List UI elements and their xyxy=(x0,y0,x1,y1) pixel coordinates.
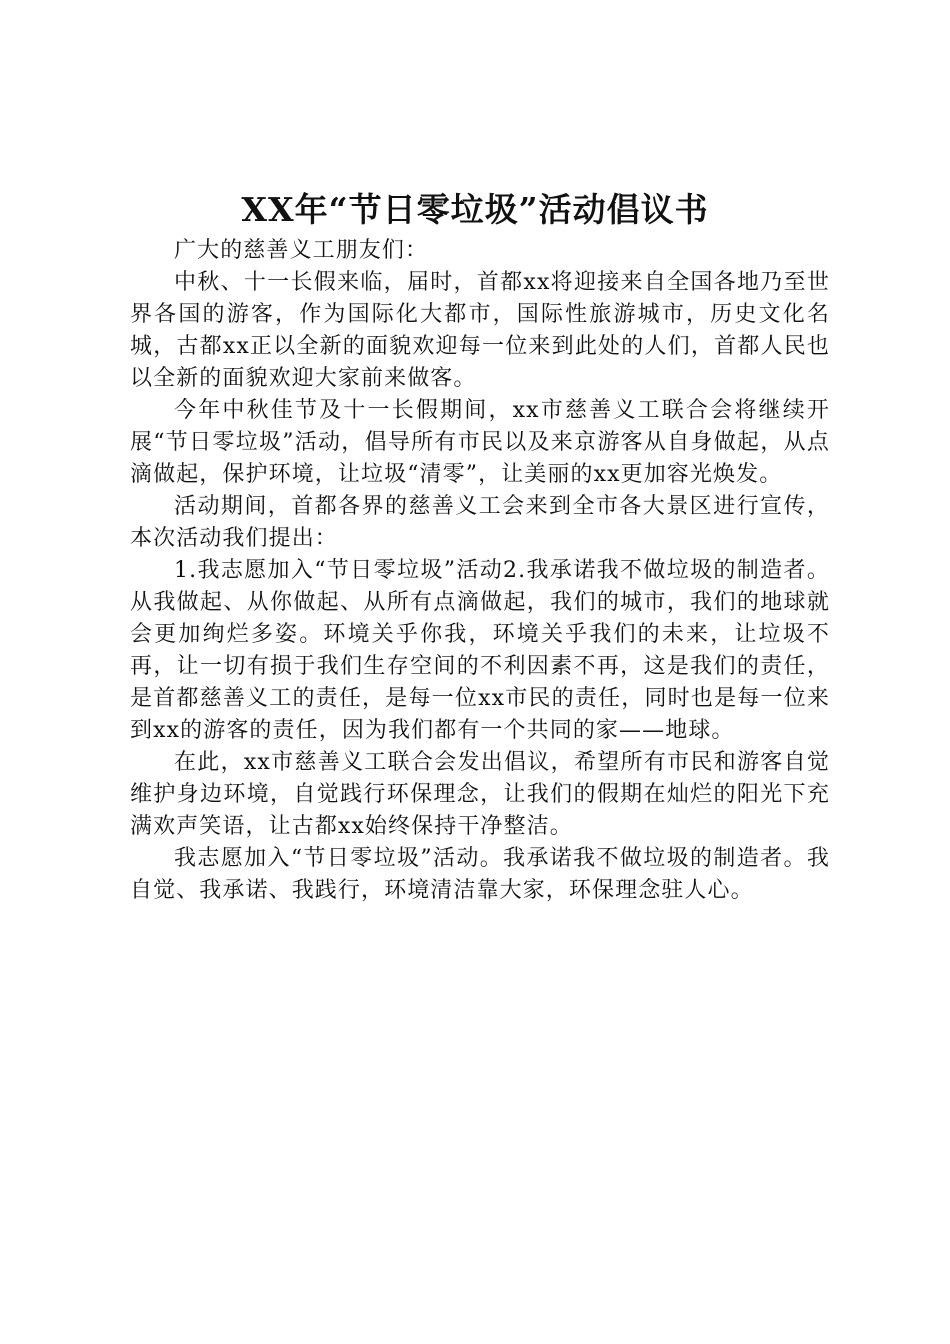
document-body xyxy=(130,235,830,907)
paragraph-publicity: 活动期间，首都各界的慈善义工会来到全市各大景区进行宣传，本次活动我们提出： xyxy=(130,494,830,551)
salutation: 广大的慈善义工朋友们： xyxy=(174,238,429,263)
paragraph-closing: 我志愿加入“节日零垃圾”活动。我承诺我不做垃圾的制造者。我自觉、我承诺、我践行，环境清洁靠大家，环保理念驻人心。 xyxy=(130,846,830,903)
paragraph-intro: 中秋、十一长假来临，届时，首都xx将迎接来自全国各地乃至世界各国的游客，作为国际化大都市，国际性旅游城市，历史文化名城，古都xx正以全新的面貌欢迎每一位来到此处的人们，首都人民也以全新的面貌欢迎大家前来做客。 xyxy=(130,270,830,391)
paragraph-activity: 今年中秋佳节及十一长假期间，xx市慈善义工联合会将继续开展“节日零垃圾”活动，倡导所有市民以及来京游客从自身做起，从点滴做起，保护环境，让垃圾“清零”，让美丽的xx更加容光焕发。 xyxy=(130,398,830,487)
paragraph-proposal: 在此，xx市慈善义工联合会发出倡议，希望所有市民和游客自觉维护身边环境，自觉践行环保理念，让我们的假期在灿烂的阳光下充满欢声笑语，让古都xx始终保持干净整洁。 xyxy=(130,750,830,839)
document-title: XX年“节日零垃圾”活动倡议书 xyxy=(241,190,709,229)
paragraph-pledges: 1.我志愿加入“节日零垃圾”活动2.我承诺我不做垃圾的制造者。从我做起、从你做起、从所有点滴做起，我们的城市，我们的地球就会更加绚烂多姿。环境关乎你我，环境关乎我们的未来，让垃圾不再，让一切有损于我们生存空间的不利因素不再，这是我们的责任，是首都慈善义工的责任，是每一位xx市民的责任，同时也是每一位来到xx的游客的责任，因为我们都有一个共同的家——地球。 xyxy=(130,558,830,743)
